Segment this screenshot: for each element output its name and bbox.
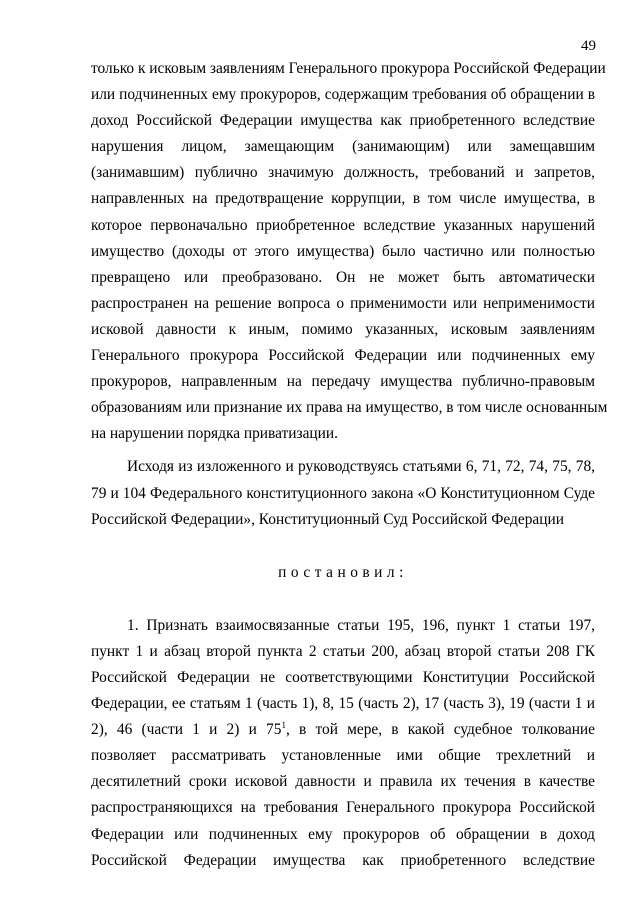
text-line: Российской Федерации не соответствующими Конституции Российской	[91, 668, 595, 686]
document-body	[91, 56, 608, 874]
text-line: прокуроров, направленным на передачу имущества публично-правовым	[91, 373, 595, 391]
paragraph-limitation	[91, 56, 608, 447]
text-line: 1. Признать взаимосвязанные статьи 195, 196, пункт 1 статьи 197,	[127, 616, 595, 634]
text-line: направленных на предотвращение коррупции, в том числе имущества, в	[91, 190, 595, 208]
text-line: доход Российской Федерации имущества как приобретенного вследствие	[91, 112, 595, 130]
text-line-with-superscript	[91, 717, 595, 743]
text-line: имущество (доходы от этого имущества) было частично или полностью	[91, 242, 595, 260]
text-line: Российской Федерации имущества как приобретенного вследствие	[91, 851, 595, 869]
text-line: образованиям или признание их права на имущество, в том числе основанным	[91, 399, 608, 417]
text-line: 79 и 104 Федерального конституционного закона «О Конституционном Суде	[91, 484, 595, 502]
resolution-heading: постановил:	[278, 563, 408, 581]
text-line: (занимавшим) публично значимую должность, требований и запретов,	[91, 164, 595, 182]
text-line: превращено или преобразовано. Он не может быть автоматически	[91, 268, 595, 286]
text-line: распространен на решение вопроса о применимости или неприменимости	[91, 294, 595, 312]
text-line: Исходя из изложенного и руководствуясь статьями 6, 71, 72, 74, 75, 78,	[127, 458, 595, 476]
text-line: пункт 1 и абзац второй пункта 2 статьи 200, абзац второй статьи 208 ГК	[91, 642, 595, 660]
text-line: Федерации или подчиненных ему прокуроров об обращении в доход	[91, 825, 595, 843]
text-line: Федерации, ее статьям 1 (часть 1), 8, 15 (часть 2), 17 (часть 3), 19 (части 1 и	[91, 695, 595, 713]
text-line: десятилетний сроки исковой давности и правила их течения в качестве	[91, 773, 595, 791]
text-line: нарушения лицом, замещающим (занимающим) или замещавшим	[91, 138, 595, 156]
text-line: исковой давности к иным, помимо указанных, исковым заявлениям	[91, 320, 595, 338]
text-line: распространяющихся на требования Генерального прокурора Российской	[91, 799, 595, 817]
text-line: только к исковым заявлениям Генерального прокурора Российской Федерации	[91, 60, 606, 77]
page-number: 49	[581, 38, 596, 54]
text-line: Российской Федерации», Конституционный Суд Российской Федерации	[91, 510, 564, 528]
text-line: или подчиненных ему прокуроров, содержащим требования об обращении в	[91, 86, 595, 104]
superscript: 1	[281, 720, 286, 731]
text-line: позволяет рассматривать установленные ими общие трехлетний и	[91, 747, 595, 765]
text-line: которое первоначально приобретенное вследствие указанных нарушений	[91, 216, 595, 234]
paragraph-grounds	[91, 454, 595, 532]
text-segment: 2), 46 (части 1 и 2) и 75	[91, 721, 282, 739]
paragraph-resolution-1	[91, 613, 595, 874]
text-line: на нарушении порядка приватизации.	[91, 425, 338, 443]
text-segment: , в той мере, в какой судебное толкование	[285, 721, 595, 739]
text-line: Генерального прокурора Российской Федерации или подчиненных ему	[91, 347, 595, 365]
